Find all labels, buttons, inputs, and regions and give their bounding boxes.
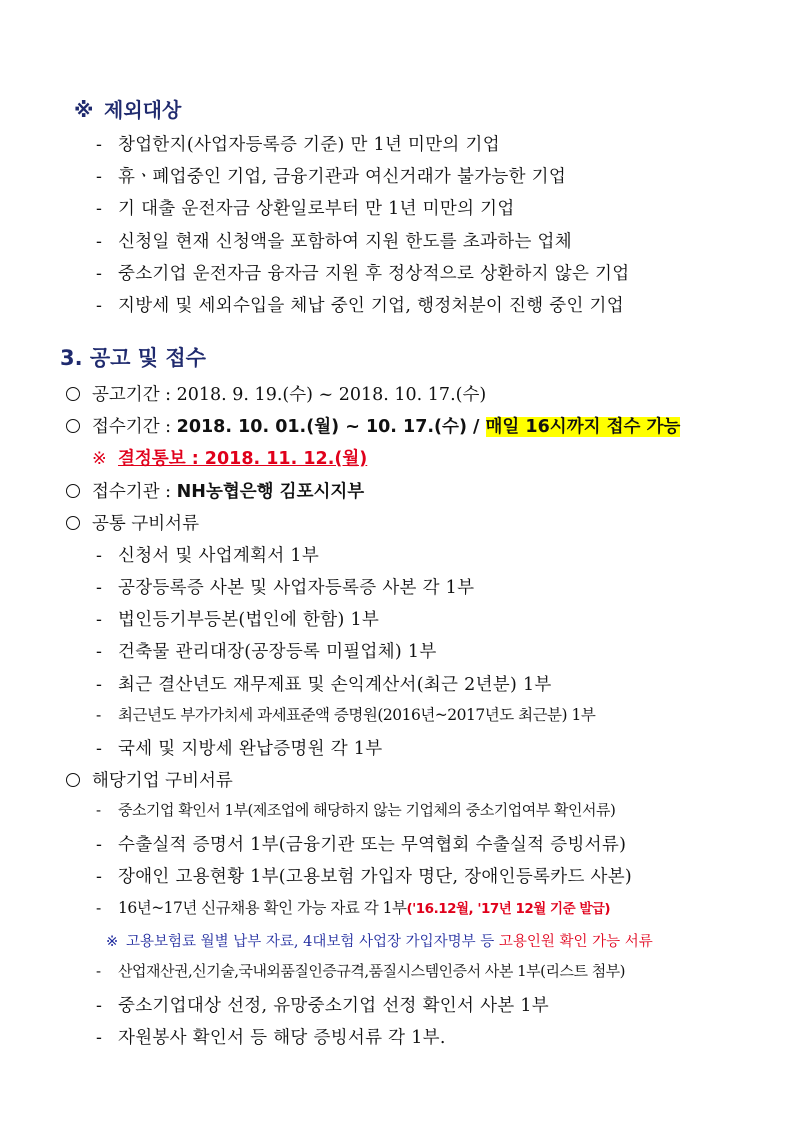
common-docs-title: 공통 구비서류 (66, 510, 199, 535)
section-heading: 3. 공고 및 접수 (60, 346, 206, 370)
specific-doc-item: - 중소기업 확인서 1부(제조업에 해당하지 않는 기업체의 중소기업여부 확인서류) (96, 801, 616, 819)
common-doc-item: - 법인등기부등본(법인에 한함) 1부 (96, 610, 380, 630)
decision-notice (92, 445, 367, 470)
specific-doc-item: - 수출실적 증명서 1부(금융기관 또는 무역협회 수출실적 증빙서류) (96, 835, 627, 855)
exclusion-item: - 중소기업 운전자금 융자금 지원 후 정상적으로 상환하지 않은 기업 (96, 264, 630, 284)
receipt-period: 접수기간 : 2018. 10. 01.(월) ~ 10. 17.(수) / 매일 16시까지 접수 가능 (66, 413, 680, 438)
receipt-highlight: 매일 16시까지 접수 가능 (485, 417, 681, 437)
receiving-agency: 접수기관 : NH농협은행 김포시지부 (66, 478, 364, 503)
receipt-dates: 2018. 10. 01.(월) ~ 10. 17.(수) / (176, 417, 486, 437)
common-doc-item: - 공장등록증 사본 및 사업자등록증 사본 각 1부 (96, 578, 475, 598)
exclusion-title: 제외대상 (104, 98, 182, 122)
reference-mark-icon: ※ (92, 449, 107, 469)
exclusion-heading (74, 94, 181, 123)
circle-bullet-icon (66, 773, 80, 787)
specific-doc-item: - 산업재산권,신기술,국내외품질인증규격,품질시스템인증서 사본 1부(리스트 첨부) (96, 962, 626, 980)
exclusion-item: - 지방세 및 세외수입을 체납 중인 기업, 행정처분이 진행 중인 기업 (96, 296, 624, 316)
common-doc-item: - 최근 결산년도 재무제표 및 손익계산서(최근 2년분) 1부 (96, 675, 552, 695)
reference-mark-icon: ※ (74, 98, 94, 122)
exclusion-item: - 신청일 현재 신청액을 포함하여 지원 한도를 초과하는 업체 (96, 232, 572, 252)
hire-doc-item: - 16년~17년 신규채용 확인 가능 자료 각 1부('16.12월, '17년 12월 기준 발급) (96, 899, 611, 917)
hire-note: ※ 고용보험료 월별 납부 자료, 4대보험 사업장 가입자명부 등 고용인원 확인 가능 서류 (106, 934, 653, 950)
specific-doc-item: - 자원봉사 확인서 등 해당 증빙서류 각 1부. (96, 1028, 446, 1048)
circle-bullet-icon (66, 516, 80, 530)
reference-mark-icon: ※ (106, 934, 119, 950)
circle-bullet-icon (66, 387, 80, 401)
circle-bullet-icon (66, 419, 80, 433)
specific-docs-title: 해당기업 구비서류 (66, 767, 233, 792)
common-doc-item: - 건축물 관리대장(공장등록 미필업체) 1부 (96, 642, 437, 662)
circle-bullet-icon (66, 484, 80, 498)
exclusion-item: - 휴ㆍ폐업중인 기업, 금융기관과 여신거래가 불가능한 기업 (96, 167, 567, 187)
exclusion-item: - 기 대출 운전자금 상환일로부터 만 1년 미만의 기업 (96, 199, 515, 219)
notice-period: 공고기간 : 2018. 9. 19.(수) ~ 2018. 10. 17.(수) (66, 381, 486, 406)
common-doc-item: - 최근년도 부가가치세 과세표준액 증명원(2016년~2017년도 최근분) 1부 (96, 706, 596, 724)
specific-doc-item: - 중소기업대상 선정, 유망중소기업 선정 확인서 사본 1부 (96, 996, 549, 1016)
exclusion-item: - 창업한지(사업자등록증 기준) 만 1년 미만의 기업 (96, 135, 500, 155)
specific-doc-item: - 장애인 고용현황 1부(고용보험 가입자 명단, 장애인등록카드 사본) (96, 867, 633, 887)
common-doc-item: - 신청서 및 사업계획서 1부 (96, 546, 320, 566)
common-doc-item: - 국세 및 지방세 완납증명원 각 1부 (96, 739, 383, 759)
decision-date: 결정통보 : 2018. 11. 12.(월) (118, 449, 368, 469)
